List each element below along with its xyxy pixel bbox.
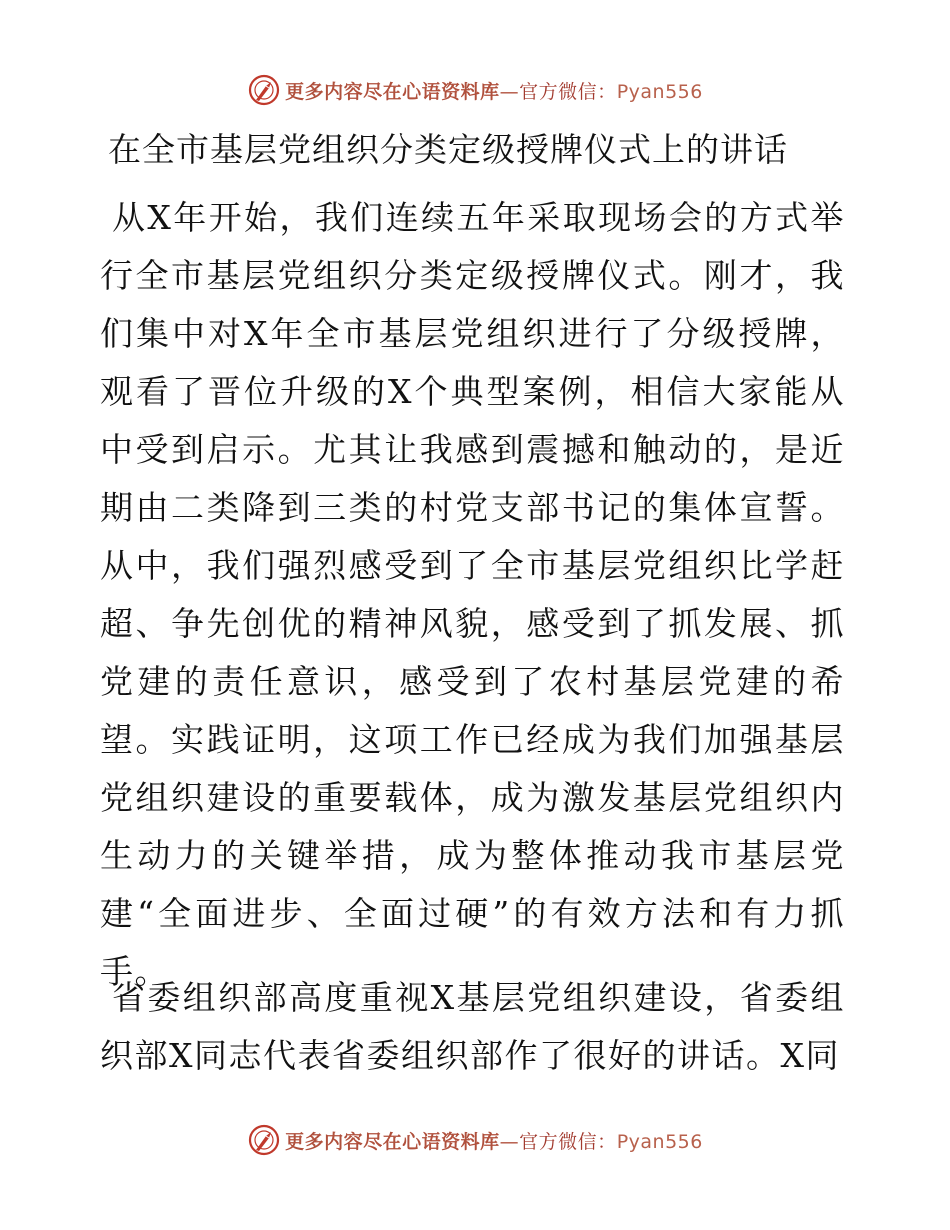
banner-dash: — <box>499 80 520 103</box>
header-banner <box>0 70 950 110</box>
banner-official-label: 官方微信： <box>519 1130 617 1153</box>
banner-brand: 更多内容尽在心语资料库 <box>285 1130 500 1153</box>
pen-nib-logo-icon <box>247 73 281 107</box>
banner-wechat-handle: Pyan556 <box>616 1130 703 1153</box>
banner-wechat-handle: Pyan556 <box>616 80 703 103</box>
pen-nib-logo-icon <box>247 1123 281 1157</box>
footer-banner <box>0 1120 950 1160</box>
banner-dash: — <box>499 1130 520 1153</box>
banner-brand: 更多内容尽在心语资料库 <box>285 80 500 103</box>
banner-text <box>285 1127 703 1154</box>
banner-official-label: 官方微信： <box>519 80 617 103</box>
banner-text <box>285 77 703 104</box>
body-paragraph: 从X年开始，我们连续五年采取现场会的方式举行全市基层党组织分类定级授牌仪式。刚才，我们集中对X年全市基层党组织进行了分级授牌，观看了晋位升级的X个典型案例，相信大家能从中受到启示。尤其让我感到震撼和触动的，是近期由二类降到三类的村党支部书记的集体宣誓。从中，我们强烈感受到了全市基层党组织比学赶超、争先创优的精神风貌，感受到了抓发展、抓党建的责任意识，感受到了农村基层党建的希望。实践证明，这项工作已经成为我们加强基层党组织建设的重要载体，成为激发基层党组织内生动力的关键举措，成为整体推动我市基层党建“全面进步、全面过硬”的有效方法和有力抓手。 <box>100 198 845 991</box>
body-paragraph: 省委组织部高度重视X基层党组织建设，省委组织部X同志代表省委组织部作了很好的讲话。X同 <box>100 978 845 1075</box>
document-title: 在全市基层党组织分类定级授牌仪式上的讲话 <box>108 130 788 169</box>
